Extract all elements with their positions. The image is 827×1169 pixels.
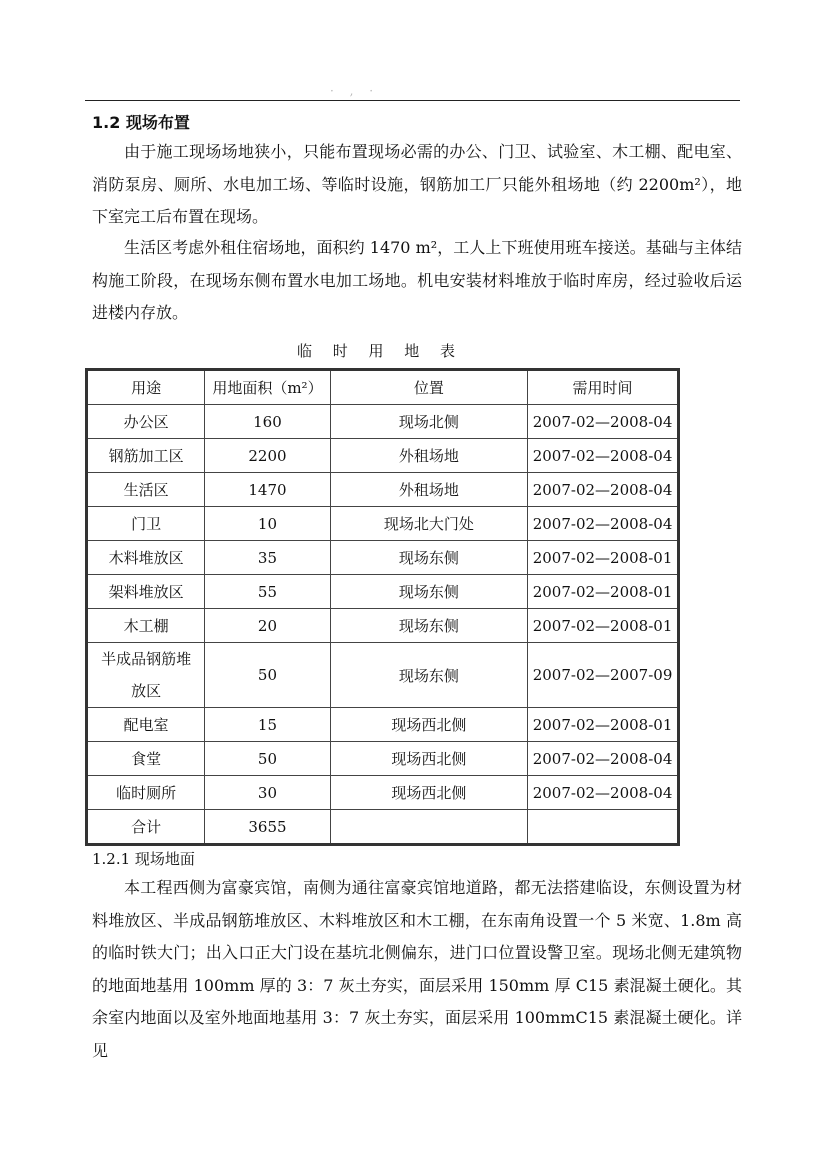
cell-area: 2200 bbox=[205, 439, 331, 473]
cell-location: 现场东侧 bbox=[330, 541, 527, 575]
cell-usage: 生活区 bbox=[87, 473, 205, 507]
cell-empty bbox=[528, 810, 679, 845]
cell-area: 160 bbox=[205, 405, 331, 439]
cell-time: 2007-02—2008-01 bbox=[528, 708, 679, 742]
table-row bbox=[87, 575, 679, 609]
cell-total-area: 3655 bbox=[205, 810, 331, 845]
cell-location: 现场东侧 bbox=[330, 643, 527, 708]
cell-location: 现场北侧 bbox=[330, 405, 527, 439]
cell-time: 2007-02—2008-04 bbox=[528, 776, 679, 810]
header-location: 位置 bbox=[330, 370, 527, 405]
table-row bbox=[87, 776, 679, 810]
cell-total-label: 合计 bbox=[87, 810, 205, 845]
table-row bbox=[87, 609, 679, 643]
cell-usage: 木料堆放区 bbox=[87, 541, 205, 575]
cell-time: 2007-02—2008-04 bbox=[528, 439, 679, 473]
cell-usage: 门卫 bbox=[87, 507, 205, 541]
cell-location: 现场东侧 bbox=[330, 575, 527, 609]
cell-usage: 临时厕所 bbox=[87, 776, 205, 810]
cell-usage: 食堂 bbox=[87, 742, 205, 776]
cell-time: 2007-02—2008-04 bbox=[528, 473, 679, 507]
cell-area: 55 bbox=[205, 575, 331, 609]
table-row bbox=[87, 708, 679, 742]
cell-area: 35 bbox=[205, 541, 331, 575]
cell-location: 现场西北侧 bbox=[330, 776, 527, 810]
header-usage: 用途 bbox=[87, 370, 205, 405]
cell-empty bbox=[330, 810, 527, 845]
cell-usage: 配电室 bbox=[87, 708, 205, 742]
cell-time: 2007-02—2008-04 bbox=[528, 507, 679, 541]
cell-area: 10 bbox=[205, 507, 331, 541]
temporary-land-table bbox=[85, 368, 680, 846]
cell-time: 2007-02—2007-09 bbox=[528, 643, 679, 708]
cell-usage: 木工棚 bbox=[87, 609, 205, 643]
header-rule bbox=[85, 100, 740, 101]
paragraph-site-layout: 由于施工现场场地狭小，只能布置现场必需的办公、门卫、试验室、木工棚、配电室、消防泵房、厕所、水电加工场、等临时设施，钢筋加工厂只能外租场地（约 2200m²），地下室完工后布置在现场。 bbox=[92, 142, 742, 226]
section-heading: 1.2 现场布置 bbox=[92, 113, 190, 132]
table-row bbox=[87, 439, 679, 473]
cell-time: 2007-02—2008-01 bbox=[528, 541, 679, 575]
cell-time: 2007-02—2008-04 bbox=[528, 405, 679, 439]
cell-time: 2007-02—2008-04 bbox=[528, 742, 679, 776]
cell-area: 1470 bbox=[205, 473, 331, 507]
cell-usage: 半成品钢筋堆放区 bbox=[87, 643, 205, 708]
cell-location: 现场北大门处 bbox=[330, 507, 527, 541]
cell-area: 50 bbox=[205, 742, 331, 776]
header-time: 需用时间 bbox=[528, 370, 679, 405]
cell-location: 现场东侧 bbox=[330, 609, 527, 643]
cell-location: 外租场地 bbox=[330, 473, 527, 507]
table-row bbox=[87, 541, 679, 575]
cell-time: 2007-02—2008-01 bbox=[528, 575, 679, 609]
table-total-row bbox=[87, 810, 679, 845]
cell-area: 20 bbox=[205, 609, 331, 643]
cell-time: 2007-02—2008-01 bbox=[528, 609, 679, 643]
table-row bbox=[87, 742, 679, 776]
cell-location: 现场西北侧 bbox=[330, 708, 527, 742]
paragraph-site-ground: 本工程西侧为富豪宾馆，南侧为通往富豪宾馆地道路，都无法搭建临设，东侧设置为材料堆放区、半成品钢筋堆放区、木料堆放区和木工棚，在东南角设置一个 5 米宽、1.8m 高的临时铁大门；出入口正大门设在基坑北侧偏东，进门口位置设警卫室。现场北侧无建筑物的地面地基用 100mm 厚的 3：7 灰土夯实，面层采用 150mm 厚 C15 素混凝土硬化。其余室内地面以及室外地面地基用 3：7 灰土夯实，面层采用 100mmC15 素混凝土硬化。详见 bbox=[92, 878, 742, 1060]
cell-location: 外租场地 bbox=[330, 439, 527, 473]
cell-area: 30 bbox=[205, 776, 331, 810]
table-header-row bbox=[87, 370, 679, 405]
cell-area: 50 bbox=[205, 643, 331, 708]
paragraph-living-area: 生活区考虑外租住宿场地，面积约 1470 m²，工人上下班使用班车接送。基础与主体结构施工阶段，在现场东侧布置水电加工场地。机电安装材料堆放于临时库房，经过验收后运进楼内存放。 bbox=[92, 238, 742, 322]
table-row bbox=[87, 473, 679, 507]
cell-location: 现场西北侧 bbox=[330, 742, 527, 776]
subsection-heading: 1.2.1 现场地面 bbox=[92, 850, 195, 868]
cell-usage: 架料堆放区 bbox=[87, 575, 205, 609]
table-caption: 临 时 用 地 表 bbox=[296, 342, 464, 360]
cell-usage: 钢筋加工区 bbox=[87, 439, 205, 473]
table-row bbox=[87, 405, 679, 439]
cell-usage: 办公区 bbox=[87, 405, 205, 439]
header-area: 用地面积（m²） bbox=[205, 370, 331, 405]
cell-area: 15 bbox=[205, 708, 331, 742]
table-row bbox=[87, 643, 679, 708]
table-row bbox=[87, 507, 679, 541]
header-residue-text: · , · bbox=[330, 84, 380, 98]
